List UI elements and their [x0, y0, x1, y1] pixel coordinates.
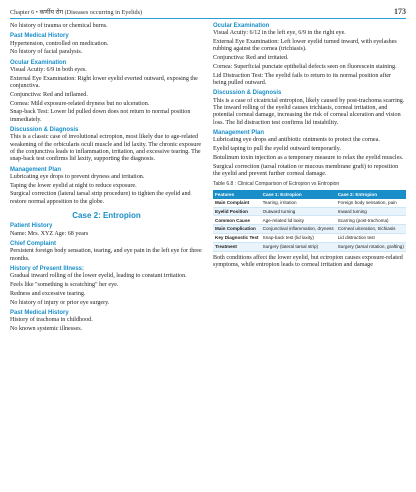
paragraph: Cornea: Superficial punctate epithelial defects seen on fluorescein staining.	[213, 63, 397, 70]
table-cell: Outward turning	[261, 207, 336, 216]
table-header: Features	[213, 190, 261, 198]
paragraph: This is a classic case of involutional ectropion, most likely due to age-related weakening of the orbicularis oculi muscle and lid laxity. The chronic exposure of the conjunctiva leads to inflammation, irritation, and excessive tearing. The snap-back test confirms lid laxity, supporting the diagnosis.	[10, 134, 202, 163]
paragraph: Both conditions affect the lower eyelid, but ectropion causes exposure-related symptoms, while entropion leads to corneal irritation and damage	[213, 254, 403, 268]
section-heading: Patient History	[10, 223, 53, 230]
section-heading: Ocular Examination	[10, 59, 67, 66]
table-cell: Scarring (post-trachoma)	[336, 216, 406, 225]
table-cell: Main Complication	[213, 225, 261, 234]
paragraph: External Eye Examination: Left lower eyelid turned inward, with eyelashes rubbing against the cornea (trichiasis).	[213, 39, 397, 53]
chapter-title: Chapter 6 • कर्णीय रोग (Diseases occurring in Eyelids)	[10, 8, 143, 16]
paragraph: Botulinum toxin injection as a temporary measure to relax the eyelid muscles.	[213, 154, 404, 161]
paragraph: Visual Acuity: 6/9 in both eyes.	[10, 66, 87, 73]
paragraph: Gradual inward rolling of the lower eyelid, leading to constant irritation.	[10, 273, 187, 280]
table-row	[213, 242, 406, 251]
table-cell: Common Cause	[213, 216, 261, 225]
table-row	[213, 207, 406, 216]
paragraph: Persistent foreign body sensation, tearing, and eye pain in the left eye for three months.	[10, 248, 202, 262]
comparison-table	[213, 190, 406, 251]
paragraph: Lubricating eye drops to prevent dryness and irritation.	[10, 173, 145, 180]
paragraph: External Eye Examination: Right lower eyelid everted outward, exposing the conjunctiva.	[10, 75, 198, 90]
section-heading: Discussion & Diagnosis	[10, 127, 79, 134]
table-header: Case 1: Ectropion	[261, 190, 336, 198]
paragraph: Name: Mrs. XYZ Age: 68 years	[10, 230, 89, 237]
table-cell: Treatment	[213, 242, 261, 251]
table-cell: Main Complaint	[213, 199, 261, 207]
section-heading: History of Present Illness:	[10, 265, 85, 272]
table-caption: Table 6.8 : Clinical Comparison of Ectropion vs Entropion	[213, 181, 340, 188]
paragraph: Visual Acuity: 6/12 in the left eye, 6/9 in the right eye.	[213, 30, 346, 37]
table-cell: Conjunctival inflammation, dryness	[261, 225, 336, 234]
paragraph: Eyelid taping to pull the eyelid outward temporarily.	[213, 145, 341, 152]
paragraph: Feels like "something is scratching" her eye.	[10, 281, 119, 288]
table-cell: Key Diagnostic Test	[213, 233, 261, 242]
left-column	[10, 23, 203, 335]
page-header	[10, 4, 406, 19]
table-cell: Surgery (tarsal rotation, grafting)	[336, 242, 406, 251]
table-cell: Surgery (lateral tarsal strip)	[261, 242, 336, 251]
paragraph: Surgical correction (lateral tarsal strip procedure) to tighten the eyelid and restore normal apposition to the globe.	[10, 191, 191, 205]
right-column	[213, 23, 406, 335]
section-heading: Past Medical History	[10, 33, 69, 40]
paragraph: Cornea: Mild exposure-related dryness but no ulceration.	[10, 100, 150, 107]
paragraph: Conjunctiva: Red and irritated.	[213, 55, 289, 62]
table-row	[213, 225, 406, 234]
table-header: Case 2: Entropion	[336, 190, 406, 198]
paragraph: Surgical correction (tarsal rotation or mucous membrane graft) to reposition the eyelid and prevent further corneal damage.	[213, 163, 399, 177]
section-heading: Discussion & Diagnosis	[213, 90, 282, 97]
table-row	[213, 233, 406, 242]
paragraph: No known systemic illnesses.	[10, 325, 83, 332]
paragraph: Redness and excessive tearing.	[10, 290, 86, 297]
table-cell: Snap-back test (lid laxity)	[261, 233, 336, 242]
paragraph: Taping the lower eyelid at night to reduce exposure.	[10, 182, 137, 189]
section-heading: Ocular Examination	[213, 23, 270, 29]
table-cell: Lid distraction test	[336, 233, 406, 242]
paragraph: History of trachoma in childhood.	[10, 317, 93, 324]
paragraph: Conjunctiva: Red and inflamed.	[10, 91, 88, 98]
table-row	[213, 216, 406, 225]
table-cell: Corneal ulceration, trichiasis	[336, 225, 406, 234]
paragraph: No history of trauma or chemical burns.	[10, 23, 108, 29]
section-heading: Past Medical History	[10, 309, 69, 316]
paragraph: No history of injury or prior eye surgery.	[10, 299, 110, 306]
section-heading: Management Plan	[10, 166, 62, 173]
section-heading: Chief Complaint	[10, 240, 56, 247]
table-cell: Inward turning	[336, 207, 406, 216]
table-cell: Foreign body sensation, pain	[336, 199, 406, 207]
table-cell: Age-related lid laxity	[261, 216, 336, 225]
table-cell: Tearing, irritation	[261, 199, 336, 207]
section-heading: Management Plan	[213, 129, 265, 136]
table-row	[213, 199, 406, 207]
paragraph: Lubricating eye drops and antibiotic ointments to protect the cornea.	[213, 137, 380, 144]
paragraph: Lid Distraction Test: The eyelid fails to return to its normal position after being pulled outward.	[213, 72, 392, 87]
paragraph: Snap-back Test: Lower lid pulled down does not return to normal position immediately.	[10, 109, 191, 123]
paragraph: Hypertension, controlled on medication.	[10, 40, 109, 47]
table-cell: Eyelid Position	[213, 207, 261, 216]
case-title: Case 2: Entropion	[72, 211, 141, 221]
paragraph: This is a case of cicatricial entropion, likely caused by post-trachoma scarring. The inward rolling of the eyelid causes trichiasis, corneal irritation, and potential corneal damage, increasing the risk of corneal ulceration and vision loss. The lid distraction test confirms lid instability.	[213, 97, 405, 126]
paragraph: No history of facial paralysis.	[10, 49, 83, 56]
page-number: 173	[394, 6, 406, 16]
